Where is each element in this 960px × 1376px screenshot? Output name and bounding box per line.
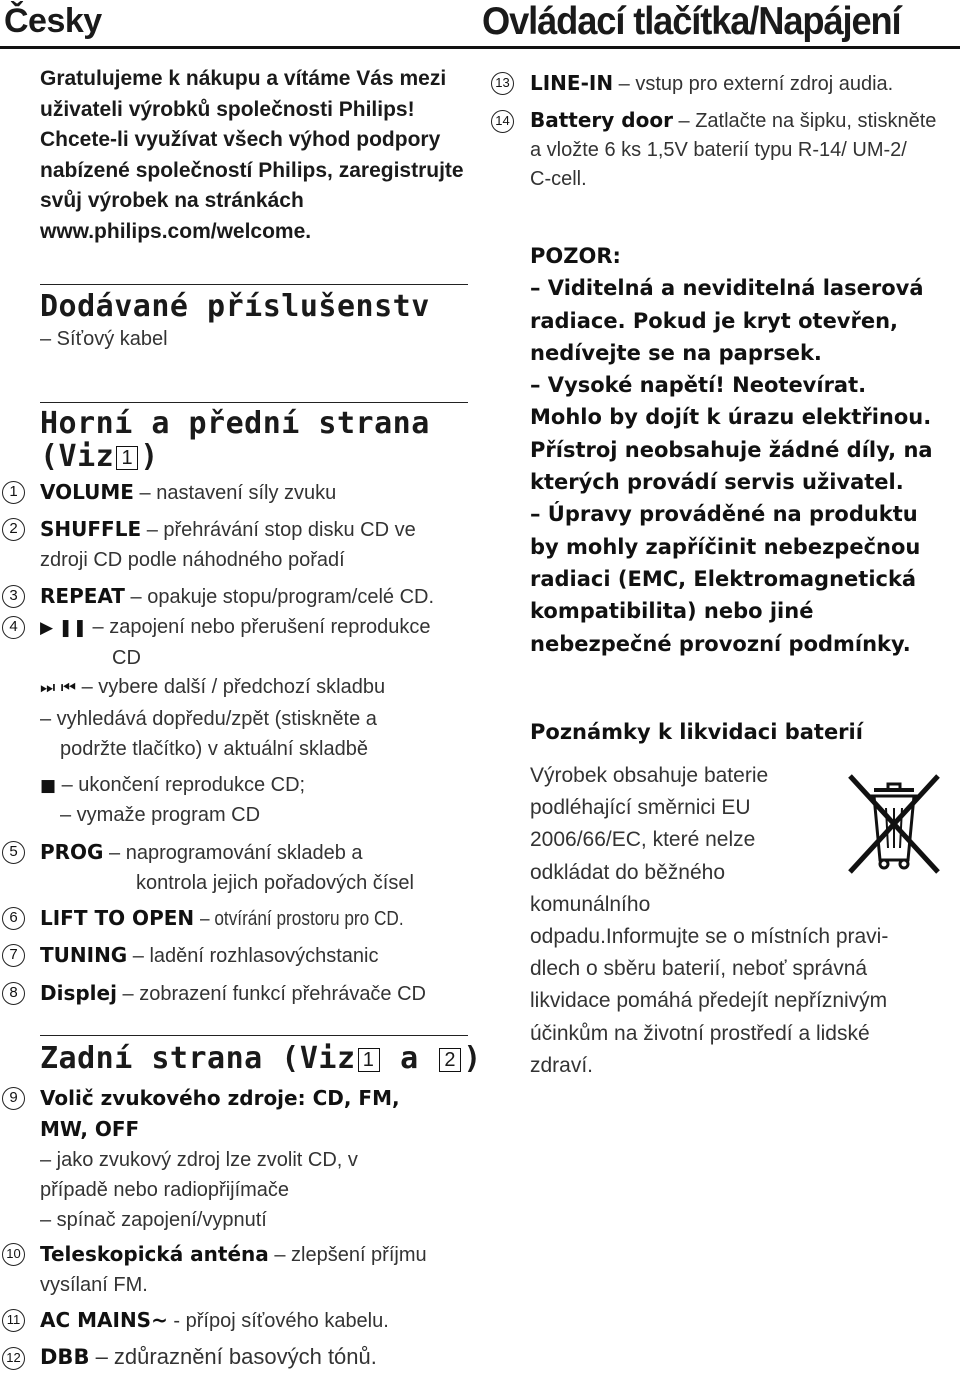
- item-number-10: 10: [2, 1243, 25, 1266]
- item-number-12: 12: [2, 1347, 25, 1370]
- item-number-9: 9: [2, 1087, 25, 1110]
- item-number-2: 2: [2, 518, 25, 541]
- warning-line: radiace. Pokud je kryt otevřen,: [530, 308, 899, 333]
- item-number-1: 1: [2, 481, 25, 504]
- front-item-skip: ⏭ ⏮ – vybere další / předchozí skladbu: [40, 676, 386, 698]
- figure-ref-box: 1: [358, 1048, 380, 1072]
- item-number-5: 5: [2, 841, 25, 864]
- front-item-play-pause: ▶ ❚❚ – zapojení nebo přerušení reprodukce CD: [40, 616, 431, 669]
- warning-line: – Úpravy prováděné na produktu: [530, 502, 918, 527]
- warning-line: nedívejte se na paprsek.: [530, 340, 822, 365]
- battery-notes-title: Poznámky k likvidaci baterií: [530, 720, 863, 744]
- warning-block: [530, 240, 950, 660]
- front-heading: [40, 407, 430, 473]
- header-rule: [0, 46, 960, 49]
- item-number-3: 3: [2, 585, 25, 608]
- warning-line: kterých provádí servis uživatel.: [530, 470, 904, 495]
- item-number-4: 4: [2, 616, 25, 639]
- rear-item-antenna: Teleskopická anténa – zlepšení příjmu vysílaní FM.: [40, 1242, 427, 1296]
- rear-item-source-selector: Volič zvukového zdroje: CD, FM, MW, OFF – jako zvukový zdroj lze zvolit CD, v případě nebo radiopřijímače – spínač zapojení/vypnutí: [40, 1086, 400, 1231]
- item-number-13: 13: [491, 72, 514, 95]
- warning-line: – Viditelná a neviditelná laserová: [530, 276, 924, 301]
- item-number-11: 11: [2, 1309, 25, 1332]
- skip-next-prev-icon: ⏭ ⏮: [40, 678, 77, 698]
- front-item-volume: VOLUME – nastavení síly zvuku: [40, 480, 337, 504]
- front-item-prog: PROG – naprogramování skladeb a kontrola jejich pořadových čísel: [40, 840, 414, 894]
- front-item-search: – vyhledává dopředu/zpět (stiskněte a podržte tlačítko) v aktuální skladbě: [40, 708, 377, 760]
- section-rule: [40, 1035, 468, 1036]
- front-item-lift-to-open: LIFT TO OPEN – otvírání prostoru pro CD.: [40, 906, 404, 930]
- item-number-7: 7: [2, 944, 25, 967]
- rear-heading: Zadní strana (Viz 1 a 2 ): [40, 1041, 482, 1076]
- stop-icon: ■: [40, 776, 57, 796]
- front-item-stop: ■ – ukončení reprodukce CD;: [40, 774, 306, 796]
- page-title: Ovládací tlačítka/Napájení: [482, 0, 901, 43]
- warning-line: – Vysoké napětí! Neotevírat.: [530, 373, 867, 398]
- section-rule: [40, 402, 468, 403]
- accessories-heading: Dodávané příslušenstv: [40, 289, 430, 324]
- rear-item-ac-mains: AC MAINS~ - přípoj síťového kabelu.: [40, 1308, 389, 1332]
- warning-title: POZOR:: [530, 244, 621, 268]
- intro-text: Gratulujeme k nákupu a vítáme Vás mezi uživateli výrobků společnosti Philips! Chcete-li využívat všech výhod podpory nabízené společností Philips, zaregistrujte svůj výrobek na stránkách www.philips.com/welcome.: [40, 67, 464, 243]
- front-item-display: Displej – zobrazení funkcí přehrávače CD: [40, 981, 427, 1005]
- item-number-14: 14: [491, 110, 514, 133]
- front-heading-line1: Horní a přední strana: [40, 406, 430, 441]
- crossed-out-wheelie-bin-icon: [844, 768, 944, 878]
- front-item-clear-program: – vymaže program CD: [60, 804, 261, 826]
- front-item-shuffle: SHUFFLE – přehrávání stop disku CD ve zdroji CD podle náhodného pořadí: [40, 517, 416, 571]
- warning-line: radiaci (EMC, Elektromagnetická: [530, 566, 917, 591]
- figure-ref-box: 1: [116, 446, 138, 470]
- item-number-6: 6: [2, 907, 25, 930]
- language-label: Česky: [4, 2, 102, 40]
- warning-line: by mohly zapříčinit nebezpečnou: [530, 534, 921, 559]
- section-rule: [40, 284, 468, 285]
- battery-notes-text: Výrobek obsahuje baterie podléhající směrnici EU 2006/66/EC, které nelze odkládat do běžného komunálního odpadu.Informujte se o místních pravi- dlech o sběru baterií, neboť správná likvidace pomáhá předejít nepříznivým účinkům na životní prostředí a lidské zdraví.: [530, 764, 889, 1077]
- accessories-item: – Síťový kabel: [40, 328, 168, 350]
- front-item-tuning: TUNING – ladění rozhlasovýchstanic: [40, 943, 379, 967]
- front-heading-line2: (Viz 1 ): [40, 439, 159, 474]
- play-pause-icon: ▶ ❚❚: [40, 618, 87, 638]
- warning-line: nebezpečné provozní podmínky.: [530, 631, 911, 656]
- right-item-line-in: LINE-IN – vstup pro externí zdroj audia.: [530, 71, 894, 95]
- warning-line: Mohlo by dojít k úrazu elektřinou.: [530, 405, 932, 430]
- warning-line: Přístroj neobsahuje žádné díly, na: [530, 437, 933, 462]
- warning-line: kompatibilita) nebo jiné: [530, 599, 814, 624]
- front-item-repeat: REPEAT – opakuje stopu/program/celé CD.: [40, 584, 435, 608]
- item-number-8: 8: [2, 982, 25, 1005]
- rear-item-dbb: DBB – zdůraznění basových tónů.: [40, 1344, 377, 1369]
- figure-ref-box: 2: [439, 1048, 461, 1072]
- right-item-battery-door: Battery door – Zatlačte na šipku, stiskněte a vložte 6 ks 1,5V baterií typu R-14/ UM-2/ C-cell.: [530, 108, 937, 190]
